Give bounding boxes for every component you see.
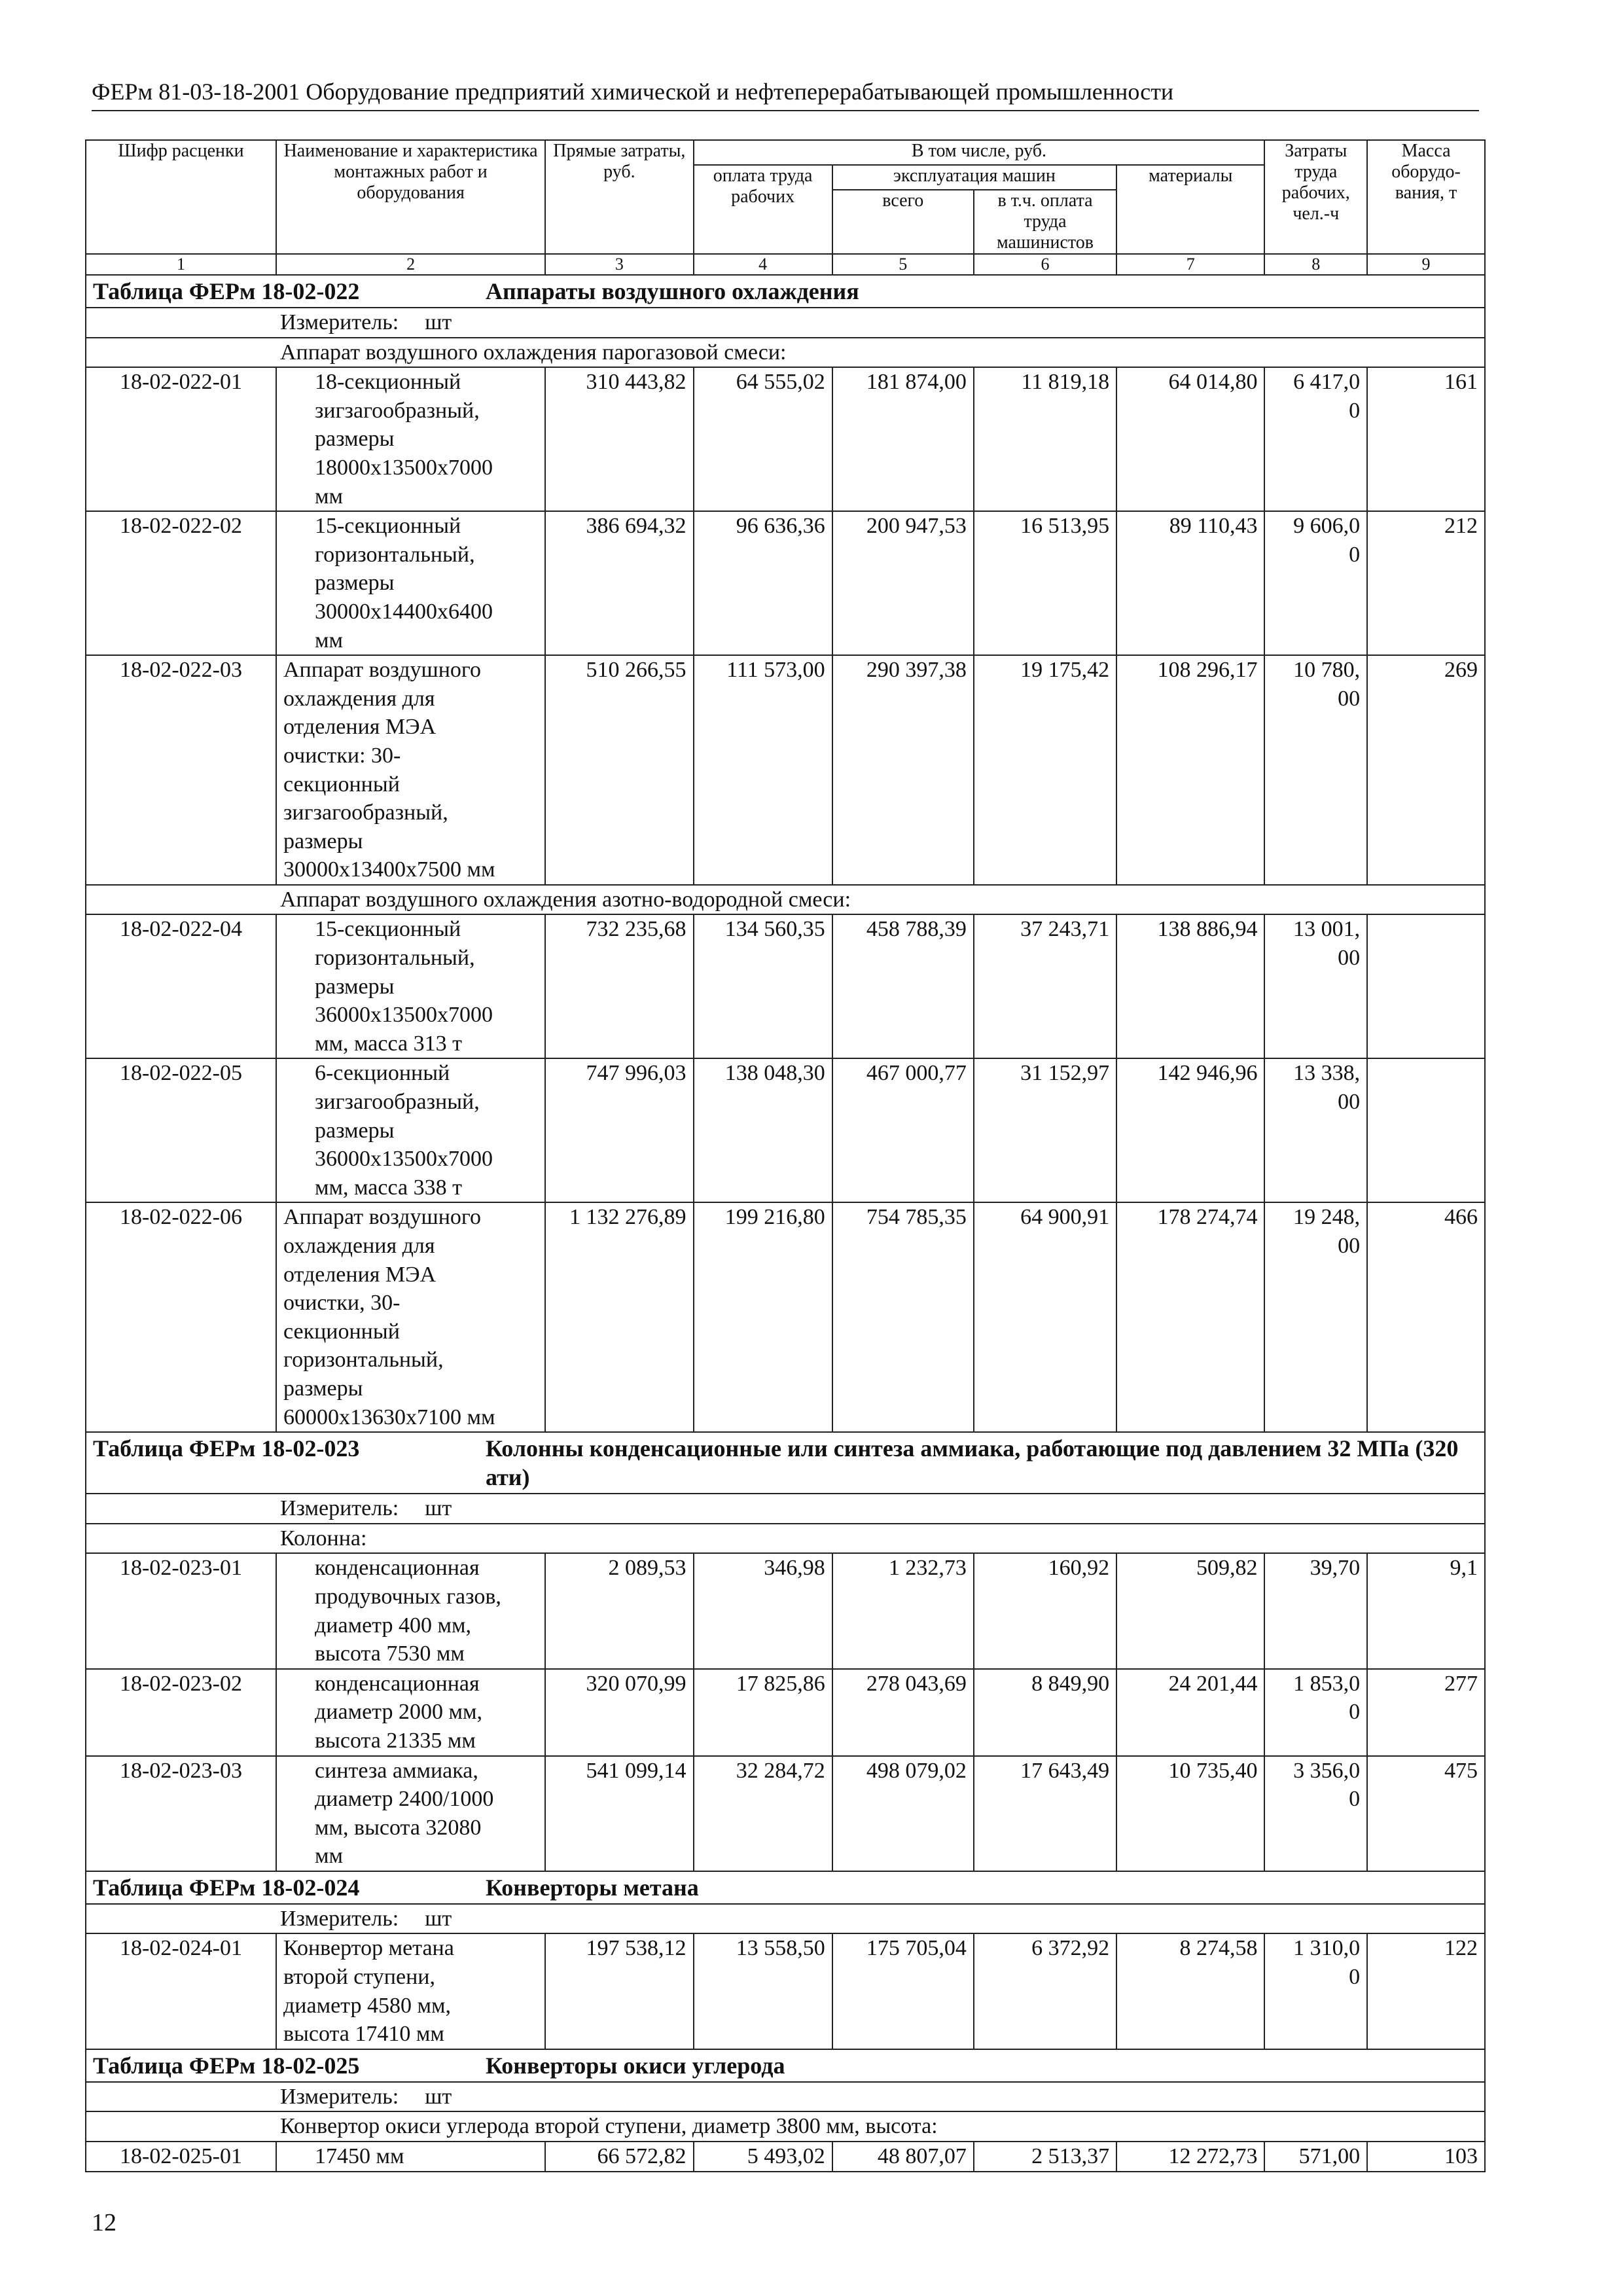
labor-line: 00: [1338, 1090, 1361, 1115]
work-name: [276, 1058, 545, 1202]
table-row: [86, 1756, 1485, 1871]
wages-cost: 96 636,36: [694, 511, 832, 655]
work-name-line: Конвертор метана: [283, 1936, 454, 1961]
rate-code: 18-02-024-01: [86, 1933, 276, 2049]
column-number: 4: [694, 254, 832, 275]
materials-cost: 64 014,80: [1116, 367, 1264, 511]
table-body: [86, 275, 1485, 2172]
measure-label: Измеритель:: [280, 310, 399, 334]
equipment-mass: 212: [1367, 511, 1485, 655]
work-name-line: размеры: [314, 571, 395, 596]
group-row: [86, 2111, 1485, 2142]
col-materials-header: материалы: [1116, 165, 1264, 254]
work-name-line: зигзагообразный,: [314, 1090, 480, 1115]
column-number: 5: [832, 254, 974, 275]
wages-cost: 32 284,72: [694, 1756, 832, 1871]
labor-line: 00: [1338, 686, 1361, 711]
labor-line: 19 248,: [1293, 1205, 1361, 1230]
work-name-line: размеры: [283, 829, 363, 853]
materials-cost: 178 274,74: [1116, 1202, 1264, 1432]
work-name-line: размеры: [314, 1118, 395, 1143]
work-name-line: зигзагообразный,: [314, 398, 480, 423]
materials-cost: 108 296,17: [1116, 655, 1264, 885]
measure-unit: шт: [425, 310, 452, 334]
group-row: [86, 1524, 1485, 1554]
machines-cost: 181 874,00: [832, 367, 974, 511]
labor-line: 0: [1349, 1787, 1361, 1812]
group-label: Аппарат воздушного охлаждения парогазовой смеси:: [86, 338, 1485, 368]
work-name-line: горизонтальный,: [314, 542, 475, 567]
table-row: [86, 1553, 1485, 1668]
work-name-line: размеры: [314, 974, 395, 999]
direct-cost: 66 572,82: [545, 2142, 693, 2172]
labor-cost: [1264, 367, 1367, 511]
machinist-wages-cost: 11 819,18: [974, 367, 1116, 511]
work-name-line: 36000x13500x7000: [314, 1147, 493, 1172]
work-name-line: 6-секционный: [314, 1061, 450, 1086]
equipment-mass: 103: [1367, 2142, 1485, 2172]
work-name-line: 36000x13500x7000: [314, 1003, 493, 1028]
col-machines-total-header: всего: [832, 190, 974, 254]
machines-cost: 498 079,02: [832, 1756, 974, 1871]
materials-cost: 12 272,73: [1116, 2142, 1264, 2172]
work-name: [276, 2142, 545, 2172]
measure-label: Измеритель:: [280, 2084, 399, 2109]
work-name: [276, 1933, 545, 2049]
col-wages-header: оплата труда рабочих: [694, 165, 832, 254]
wages-cost: 64 555,02: [694, 367, 832, 511]
work-name-line: 15-секционный: [314, 514, 461, 539]
direct-cost: 320 070,99: [545, 1669, 693, 1756]
direct-cost: 2 089,53: [545, 1553, 693, 1668]
work-name-line: мм: [314, 1844, 344, 1869]
labor-cost: [1264, 511, 1367, 655]
machines-cost: 458 788,39: [832, 914, 974, 1058]
col-labor-header: Затраты труда рабочих, чел.-ч: [1264, 140, 1367, 254]
work-name: [276, 1756, 545, 1871]
machinist-wages-cost: 160,92: [974, 1553, 1116, 1668]
work-name-line: отделения МЭА: [283, 1262, 437, 1287]
machines-cost: 175 705,04: [832, 1933, 974, 2049]
work-name-line: второй ступени,: [283, 1965, 435, 1990]
work-name: [276, 367, 545, 511]
machines-cost: 754 785,35: [832, 1202, 974, 1432]
work-name-line: Аппарат воздушного: [283, 658, 481, 683]
col-mass-header: Масса оборудо-вания, т: [1367, 140, 1485, 254]
work-name-line: горизонтальный,: [314, 946, 475, 971]
machinist-wages-cost: 37 243,71: [974, 914, 1116, 1058]
work-name-line: 30000x13400x7500 мм: [283, 857, 495, 882]
machinist-wages-cost: 2 513,37: [974, 2142, 1116, 2172]
labor-line: 9 606,0: [1293, 514, 1361, 539]
materials-cost: 10 735,40: [1116, 1756, 1264, 1871]
labor-line: 571,00: [1298, 2144, 1361, 2169]
equipment-mass: 475: [1367, 1756, 1485, 1871]
work-name-line: конденсационная: [314, 1671, 480, 1696]
labor-cost: [1264, 1553, 1367, 1668]
measure-unit: шт: [425, 2084, 452, 2109]
work-name-line: диаметр 400 мм,: [314, 1613, 471, 1638]
table-title-row: [86, 1432, 1485, 1494]
labor-line: 0: [1349, 1965, 1361, 1990]
equipment-mass: 466: [1367, 1202, 1485, 1432]
rate-code: 18-02-022-03: [86, 655, 276, 885]
equipment-mass: 161: [1367, 367, 1485, 511]
measure-unit: шт: [425, 1496, 452, 1521]
measure-row: [86, 308, 1485, 338]
work-name-line: Аппарат воздушного: [283, 1205, 481, 1230]
direct-cost: 747 996,03: [545, 1058, 693, 1202]
rate-code: 18-02-022-04: [86, 914, 276, 1058]
group-label: Аппарат воздушного охлаждения азотно-водородной смеси:: [86, 885, 1485, 915]
equipment-mass: 277: [1367, 1669, 1485, 1756]
work-name-line: секционный: [283, 772, 400, 797]
labor-line: 0: [1349, 1700, 1361, 1725]
labor-cost: [1264, 2142, 1367, 2172]
work-name-line: горизонтальный,: [283, 1348, 444, 1372]
rate-code: 18-02-023-02: [86, 1669, 276, 1756]
work-name-line: 18000x13500x7000: [314, 455, 493, 480]
work-name-line: мм, масса 338 т: [314, 1175, 462, 1200]
work-name-line: диаметр 4580 мм,: [283, 1993, 451, 2018]
measure-row: [86, 1494, 1485, 1524]
wages-cost: 111 573,00: [694, 655, 832, 885]
labor-line: 00: [1338, 1234, 1361, 1258]
work-name: [276, 1202, 545, 1432]
work-name-line: 60000x13630x7100 мм: [283, 1405, 495, 1429]
labor-cost: [1264, 655, 1367, 885]
col-name-header: Наименование и характеристика монтажных работ и оборудования: [276, 140, 545, 254]
measure-row: [86, 1904, 1485, 1934]
table-number: Таблица ФЕРм 18-02-025: [93, 2052, 360, 2079]
column-number: 9: [1367, 254, 1485, 275]
work-name: [276, 511, 545, 655]
table-row: [86, 2142, 1485, 2172]
machinist-wages-cost: 19 175,42: [974, 655, 1116, 885]
table-row: [86, 1933, 1485, 2049]
measure-row: [86, 2082, 1485, 2112]
wages-cost: 13 558,50: [694, 1933, 832, 2049]
rate-code: 18-02-022-02: [86, 511, 276, 655]
wages-cost: 134 560,35: [694, 914, 832, 1058]
equipment-mass: 9,1: [1367, 1553, 1485, 1668]
machinist-wages-cost: 6 372,92: [974, 1933, 1116, 2049]
labor-line: 0: [1349, 398, 1361, 423]
table-number: Таблица ФЕРм 18-02-024: [93, 1874, 360, 1901]
rate-code: 18-02-022-06: [86, 1202, 276, 1432]
labor-line: 1 310,0: [1293, 1936, 1361, 1961]
table-row: [86, 1058, 1485, 1202]
work-name-line: охлаждения для: [283, 1234, 435, 1258]
labor-cost: [1264, 1058, 1367, 1202]
machines-cost: 1 232,73: [832, 1553, 974, 1668]
col-machines-header: эксплуатация машин: [832, 165, 1116, 190]
page-header: ФЕРм 81-03-18-2001 Оборудование предприятий химической и нефтеперерабатывающей промышленности: [92, 76, 1479, 111]
table-title: Конверторы метана: [486, 1874, 699, 1901]
wages-cost: 346,98: [694, 1553, 832, 1668]
measure-label: Измеритель:: [280, 1496, 399, 1521]
wages-cost: 17 825,86: [694, 1669, 832, 1756]
labor-line: 3 356,0: [1293, 1758, 1361, 1783]
machines-cost: 290 397,38: [832, 655, 974, 885]
work-name: [276, 914, 545, 1058]
column-number: 3: [545, 254, 693, 275]
labor-line: 10 780,: [1293, 658, 1361, 683]
col-machines-wages-header: в т.ч. оплата труда машинистов: [974, 190, 1116, 254]
column-number: 7: [1116, 254, 1264, 275]
materials-cost: 138 886,94: [1116, 914, 1264, 1058]
rate-code: 18-02-023-01: [86, 1553, 276, 1668]
labor-line: 13 338,: [1293, 1061, 1361, 1086]
work-name-line: отделения МЭА: [283, 715, 437, 740]
group-label: Конвертор окиси углерода второй ступени, диаметр 3800 мм, высота:: [86, 2111, 1485, 2142]
materials-cost: 8 274,58: [1116, 1933, 1264, 2049]
direct-cost: 386 694,32: [545, 511, 693, 655]
table-row: [86, 367, 1485, 511]
equipment-mass: [1367, 914, 1485, 1058]
direct-cost: 310 443,82: [545, 367, 693, 511]
materials-cost: 509,82: [1116, 1553, 1264, 1668]
direct-cost: 1 132 276,89: [545, 1202, 693, 1432]
direct-cost: 197 538,12: [545, 1933, 693, 2049]
machinist-wages-cost: 64 900,91: [974, 1202, 1116, 1432]
work-name-line: 30000x14400x6400: [314, 599, 493, 624]
column-numbers-row: [86, 254, 1485, 275]
table-number: Таблица ФЕРм 18-02-023: [93, 1435, 360, 1462]
machines-cost: 467 000,77: [832, 1058, 974, 1202]
work-name-line: 17450 мм: [314, 2144, 404, 2169]
labor-cost: [1264, 1202, 1367, 1432]
materials-cost: 89 110,43: [1116, 511, 1264, 655]
machines-cost: 278 043,69: [832, 1669, 974, 1756]
work-name-line: размеры: [314, 427, 395, 452]
col-code-header: Шифр расценки: [86, 140, 276, 254]
work-name-line: высота 7530 мм: [314, 1641, 465, 1666]
work-name-line: 18-секционный: [314, 370, 461, 395]
labor-cost: [1264, 1669, 1367, 1756]
materials-cost: 142 946,96: [1116, 1058, 1264, 1202]
group-row: [86, 885, 1485, 915]
work-name-line: синтеза аммиака,: [314, 1758, 478, 1783]
machinist-wages-cost: 8 849,90: [974, 1669, 1116, 1756]
labor-line: 39,70: [1310, 1556, 1361, 1581]
direct-cost: 510 266,55: [545, 655, 693, 885]
rate-code: 18-02-025-01: [86, 2142, 276, 2172]
work-name-line: секционный: [283, 1319, 400, 1344]
work-name-line: высота 17410 мм: [283, 2022, 444, 2047]
column-number: 2: [276, 254, 545, 275]
rate-code: 18-02-022-05: [86, 1058, 276, 1202]
wages-cost: 138 048,30: [694, 1058, 832, 1202]
work-name-line: конденсационная: [314, 1556, 480, 1581]
table-title: Аппараты воздушного охлаждения: [486, 278, 859, 304]
work-name: [276, 1553, 545, 1668]
table-title-row: [86, 2049, 1485, 2082]
work-name: [276, 1669, 545, 1756]
measure-unit: шт: [425, 1906, 452, 1931]
group-label: Колонна:: [86, 1524, 1485, 1554]
labor-cost: [1264, 914, 1367, 1058]
col-direct-header: Прямые затраты, руб.: [545, 140, 693, 254]
labor-cost: [1264, 1756, 1367, 1871]
column-number: 6: [974, 254, 1116, 275]
table-row: [86, 511, 1485, 655]
machinist-wages-cost: 16 513,95: [974, 511, 1116, 655]
rate-code: 18-02-022-01: [86, 367, 276, 511]
column-number: 8: [1264, 254, 1367, 275]
machinist-wages-cost: 31 152,97: [974, 1058, 1116, 1202]
table-row: [86, 1202, 1485, 1432]
direct-cost: 541 099,14: [545, 1756, 693, 1871]
work-name-line: мм: [314, 628, 344, 653]
work-name-line: высота 21335 мм: [314, 1728, 476, 1753]
wages-cost: 5 493,02: [694, 2142, 832, 2172]
work-name-line: диаметр 2000 мм,: [314, 1700, 482, 1725]
table-row: [86, 655, 1485, 885]
work-name-line: диаметр 2400/1000: [314, 1787, 494, 1812]
machinist-wages-cost: 17 643,49: [974, 1756, 1116, 1871]
labor-line: 6 417,0: [1293, 370, 1361, 395]
work-name-line: охлаждения для: [283, 686, 435, 711]
equipment-mass: 269: [1367, 655, 1485, 885]
work-name-line: очистки: 30-: [283, 743, 401, 768]
work-name-line: мм: [314, 484, 344, 509]
table-title: Конверторы окиси углерода: [486, 2052, 785, 2079]
work-name-line: продувочных газов,: [314, 1584, 501, 1609]
wages-cost: 199 216,80: [694, 1202, 832, 1432]
group-row: [86, 338, 1485, 368]
work-name-line: мм, масса 313 т: [314, 1031, 462, 1056]
table-title-row: [86, 1871, 1485, 1904]
labor-line: 13 001,: [1293, 917, 1361, 942]
table-header: [86, 140, 1485, 275]
page-number: 12: [92, 2209, 116, 2236]
work-name: [276, 655, 545, 885]
work-name-line: очистки, 30-: [283, 1291, 401, 1316]
labor-line: 0: [1349, 542, 1361, 567]
table-number: Таблица ФЕРм 18-02-022: [93, 278, 360, 304]
direct-cost: 732 235,68: [545, 914, 693, 1058]
measure-label: Измеритель:: [280, 1906, 399, 1931]
col-incl-header: В том числе, руб.: [694, 140, 1265, 165]
labor-line: 00: [1338, 946, 1361, 971]
equipment-mass: [1367, 1058, 1485, 1202]
table-row: [86, 914, 1485, 1058]
table-title-row: [86, 275, 1485, 308]
equipment-mass: 122: [1367, 1933, 1485, 2049]
work-name-line: мм, высота 32080: [314, 1815, 482, 1840]
labor-cost: [1264, 1933, 1367, 2049]
work-name-line: размеры: [283, 1376, 363, 1401]
machines-cost: 200 947,53: [832, 511, 974, 655]
work-name-line: зигзагообразный,: [283, 800, 448, 825]
rate-code: 18-02-023-03: [86, 1756, 276, 1871]
labor-line: 1 853,0: [1293, 1671, 1361, 1696]
table-row: [86, 1669, 1485, 1756]
column-number: 1: [86, 254, 276, 275]
table-title: Колонны конденсационные или синтеза аммиака, работающие под давлением 32 МПа (320 ати): [486, 1435, 1459, 1491]
materials-cost: 24 201,44: [1116, 1669, 1264, 1756]
rates-table: [85, 139, 1486, 2172]
work-name-line: 15-секционный: [314, 917, 461, 942]
machines-cost: 48 807,07: [832, 2142, 974, 2172]
